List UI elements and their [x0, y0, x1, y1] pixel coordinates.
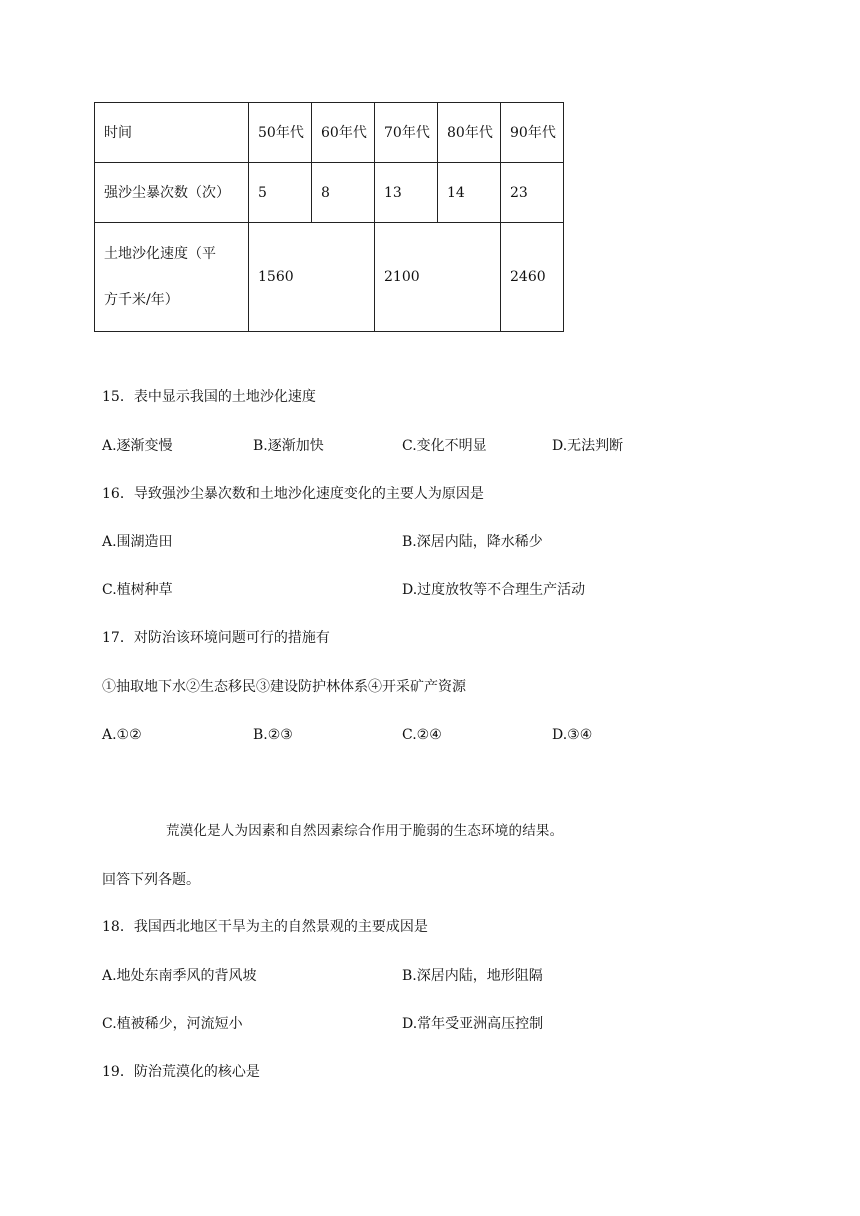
option-c: C.植被稀少，河流短小	[102, 1016, 243, 1032]
row-label: 强沙尘暴次数（次）	[95, 163, 249, 223]
option-c: C.植树种草	[102, 582, 173, 598]
option-b: B.逐渐加快	[253, 438, 324, 454]
question-stem: 15．表中显示我国的土地沙化速度	[102, 389, 316, 405]
header-cell: 50年代	[249, 103, 312, 163]
table-row	[95, 103, 564, 163]
header-cell: 70年代	[375, 103, 438, 163]
option-a: A.地处东南季风的背风坡	[102, 968, 257, 984]
option-c: C.②④	[402, 727, 442, 743]
table-cell: 14	[438, 163, 501, 223]
option-c: C.变化不明显	[402, 438, 487, 454]
row-label-line: 方千米/年）	[104, 292, 179, 308]
passage-text: 荒漠化是人为因素和自然因素综合作用于脆弱的生态环境的结果。	[166, 823, 564, 839]
question-items: ①抽取地下水②生态移民③建设防护林体系④开采矿产资源	[102, 679, 466, 695]
header-cell: 90年代	[501, 103, 564, 163]
option-b: B.深居内陆，地形阻隔	[402, 968, 543, 984]
table-cell: 5	[249, 163, 312, 223]
option-d: D.常年受亚洲高压控制	[402, 1016, 544, 1032]
question-stem: 18．我国西北地区干旱为主的自然景观的主要成因是	[102, 919, 428, 935]
table-cell: 2460	[501, 223, 564, 332]
row-label-line: 土地沙化速度（平	[104, 246, 216, 262]
option-a: A.逐渐变慢	[102, 438, 173, 454]
row-label	[95, 223, 249, 332]
option-d: D.过度放牧等不合理生产活动	[402, 582, 586, 598]
option-b: B.深居内陆，降水稀少	[402, 534, 543, 550]
option-b: B.②③	[253, 727, 293, 743]
passage-prompt: 回答下列各题。	[102, 872, 200, 888]
option-d: D.无法判断	[552, 438, 624, 454]
option-a: A.①②	[102, 727, 142, 743]
header-cell: 80年代	[438, 103, 501, 163]
table-cell: 1560	[249, 223, 375, 332]
question-stem: 19．防治荒漠化的核心是	[102, 1064, 260, 1080]
table-cell: 23	[501, 163, 564, 223]
data-table	[94, 102, 564, 332]
question-stem: 17．对防治该环境问题可行的措施有	[102, 630, 330, 646]
table-cell: 13	[375, 163, 438, 223]
header-cell: 60年代	[312, 103, 375, 163]
header-cell: 时间	[95, 103, 249, 163]
option-a: A.围湖造田	[102, 534, 173, 550]
question-stem: 16．导致强沙尘暴次数和土地沙化速度变化的主要人为原因是	[102, 486, 484, 502]
table-row	[95, 223, 564, 332]
table-row	[95, 163, 564, 223]
table-cell: 8	[312, 163, 375, 223]
option-d: D.③④	[552, 727, 593, 743]
table-cell: 2100	[375, 223, 501, 332]
